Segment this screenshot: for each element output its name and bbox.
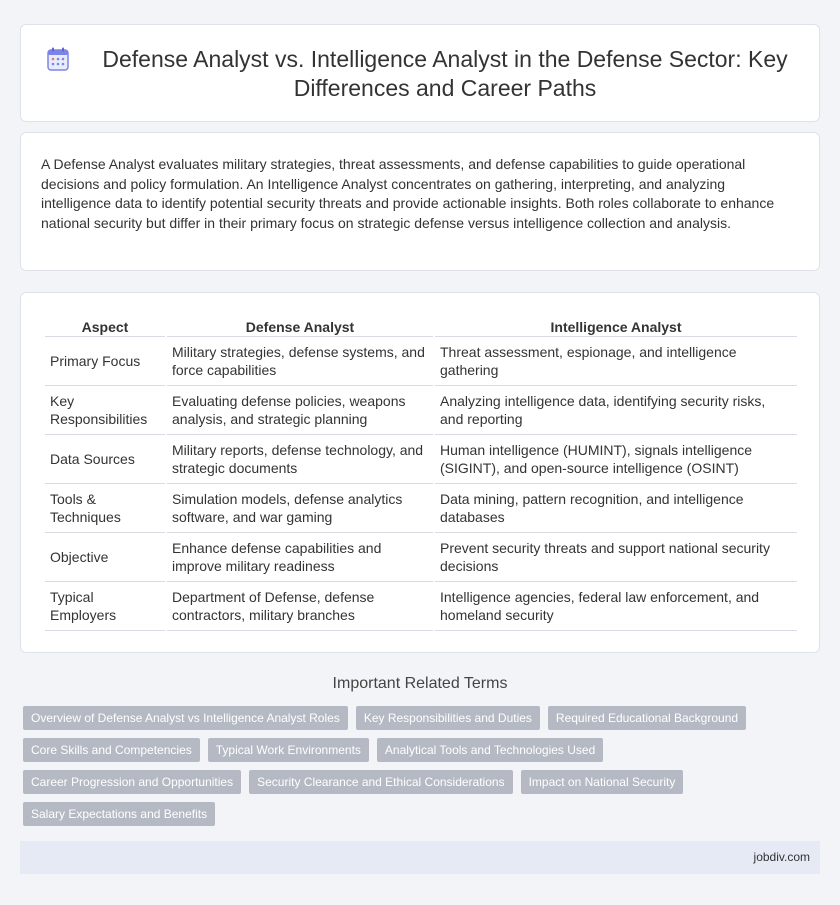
table-row (45, 533, 797, 582)
aspect-cell: Typical Employers (45, 582, 165, 631)
related-term-tag[interactable]: Salary Expectations and Benefits (23, 802, 215, 826)
related-term-tag[interactable]: Security Clearance and Ethical Considerations (249, 770, 512, 794)
defense-analyst-cell: Enhance defense capabilities and improve military readiness (167, 533, 433, 582)
defense-analyst-cell: Military strategies, defense systems, and force capabilities (167, 337, 433, 386)
comparison-table (43, 315, 799, 631)
related-term-tag[interactable]: Impact on National Security (521, 770, 684, 794)
related-term-tag[interactable]: Core Skills and Competencies (23, 738, 200, 762)
related-terms-tags (23, 706, 803, 834)
defense-analyst-cell: Military reports, defense technology, and strategic documents (167, 435, 433, 484)
intelligence-analyst-cell: Prevent security threats and support national security decisions (435, 533, 797, 582)
column-header-intelligence-analyst: Intelligence Analyst (435, 315, 797, 337)
table-row (45, 337, 797, 386)
footer (20, 841, 820, 874)
aspect-cell: Primary Focus (45, 337, 165, 386)
related-term-tag[interactable]: Career Progression and Opportunities (23, 770, 241, 794)
intelligence-analyst-cell: Human intelligence (HUMINT), signals intelligence (SIGINT), and open-source intelligence (OSINT) (435, 435, 797, 484)
intelligence-analyst-cell: Threat assessment, espionage, and intelligence gathering (435, 337, 797, 386)
table-row (45, 386, 797, 435)
intro-card (20, 132, 820, 271)
table-row (45, 484, 797, 533)
defense-analyst-cell: Simulation models, defense analytics software, and war gaming (167, 484, 433, 533)
aspect-cell: Data Sources (45, 435, 165, 484)
related-term-tag[interactable]: Required Educational Background (548, 706, 746, 730)
intelligence-analyst-cell: Analyzing intelligence data, identifying security risks, and reporting (435, 386, 797, 435)
comparison-table-card (20, 292, 820, 653)
related-terms-heading: Important Related Terms (332, 675, 508, 692)
footer-site-link[interactable]: jobdiv.com (753, 850, 810, 864)
intelligence-analyst-cell: Data mining, pattern recognition, and intelligence databases (435, 484, 797, 533)
related-term-tag[interactable]: Typical Work Environments (208, 738, 369, 762)
table-row (45, 582, 797, 631)
aspect-cell: Key Responsibilities (45, 386, 165, 435)
aspect-cell: Objective (45, 533, 165, 582)
aspect-cell: Tools & Techniques (45, 484, 165, 533)
related-term-tag[interactable]: Overview of Defense Analyst vs Intelligence Analyst Roles (23, 706, 348, 730)
related-term-tag[interactable]: Key Responsibilities and Duties (356, 706, 540, 730)
intelligence-analyst-cell: Intelligence agencies, federal law enforcement, and homeland security (435, 582, 797, 631)
defense-analyst-cell: Evaluating defense policies, weapons analysis, and strategic planning (167, 386, 433, 435)
table-header-row (45, 315, 797, 337)
header-card (20, 24, 820, 122)
related-term-tag[interactable]: Analytical Tools and Technologies Used (377, 738, 603, 762)
column-header-aspect: Aspect (45, 315, 165, 337)
column-header-defense-analyst: Defense Analyst (167, 315, 433, 337)
intro-paragraph: A Defense Analyst evaluates military strategies, threat assessments, and defense capabilities to guide operational decisions and policy formulation. An Intelligence Analyst concentrates on gathering, interpreting, and analyzing intelligence data to identify potential security threats and provide actionable insights. Both roles collaborate to enhance national security but differ in their primary focus on strategic defense versus intelligence collection and analysis. (41, 156, 775, 231)
defense-analyst-cell: Department of Defense, defense contractors, military branches (167, 582, 433, 631)
page-title: Defense Analyst vs. Intelligence Analyst in the Defense Sector: Key Differences and Career Paths (102, 46, 788, 101)
table-row (45, 435, 797, 484)
